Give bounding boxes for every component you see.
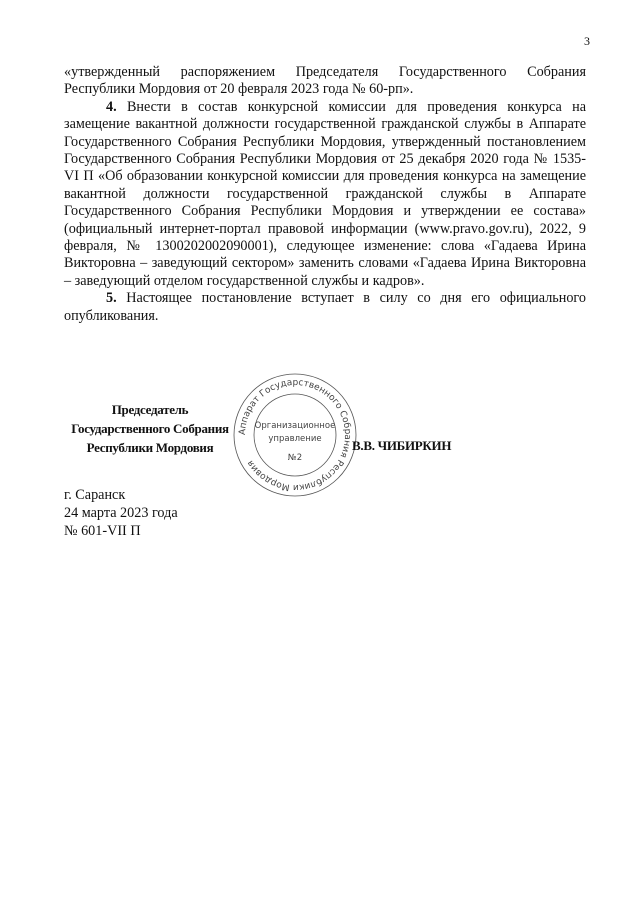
seal-inner-line-2: управление [268, 434, 322, 444]
document-body [64, 64, 586, 325]
footer-number: № 601-VII П [64, 523, 141, 539]
official-seal-icon [232, 372, 358, 498]
signatory-title [60, 400, 240, 457]
footer-date: 24 марта 2023 года [64, 505, 178, 521]
footer-city: г. Саранск [64, 487, 126, 503]
paragraph-item-5 [64, 290, 586, 325]
paragraph-1: «утвержденный распоряжением Председателя Государственного Собрания Республики Мордовия от 20 февраля 2023 года № 60-рп». [64, 64, 586, 98]
document-footer [64, 486, 178, 540]
page-number: 3 [584, 34, 590, 48]
signatory-title-line-3: Республики Мордовия [86, 440, 214, 455]
paragraph-item-4 [64, 99, 586, 290]
seal-outer-text: Аппарат Государственного Собрания Республики Мордовия [237, 377, 353, 493]
item-text: Внести в состав конкурсной комиссии для проведения конкурса на замещение вакантной должности государственной гражданской службы в Аппарате Государственного Собрания Республики Мордовия, утвержденный постановлением Государственного Собрания Республики Мордовия от 25 декабря 2020 года № 1535-VI П «Об образовании конкурсной комиссии для проведения конкурса на замещение вакантной должности государственной гражданской службы в Аппарате Государственного Собрания Республики Мордовия и утверждении ее состава» (официальный интернет-портал правовой информации (www.pravo.gov.ru), 2022, 9 февраля, № 1300202002090001), следующее изменение: слова «Гадаева Ирина Викторовна – заведующий сектором» заменить словами «Гадаева Ирина Викторовна – заведующий отделом государственной службы и кадров». [64, 98, 586, 289]
signatory-title-line-1: Председатель [111, 402, 189, 417]
seal-inner-line-3: №2 [287, 453, 303, 463]
signatory-title-line-2: Государственного Собрания [71, 421, 229, 436]
item-number: 4. [106, 98, 117, 115]
item-text: Настоящее постановление вступает в силу со дня его официального опубликования. [64, 290, 586, 324]
seal-inner-line-1: Организационное [254, 421, 336, 431]
item-number: 5. [106, 290, 117, 307]
signatory-name: В.В. ЧИБИРКИН [352, 438, 452, 453]
